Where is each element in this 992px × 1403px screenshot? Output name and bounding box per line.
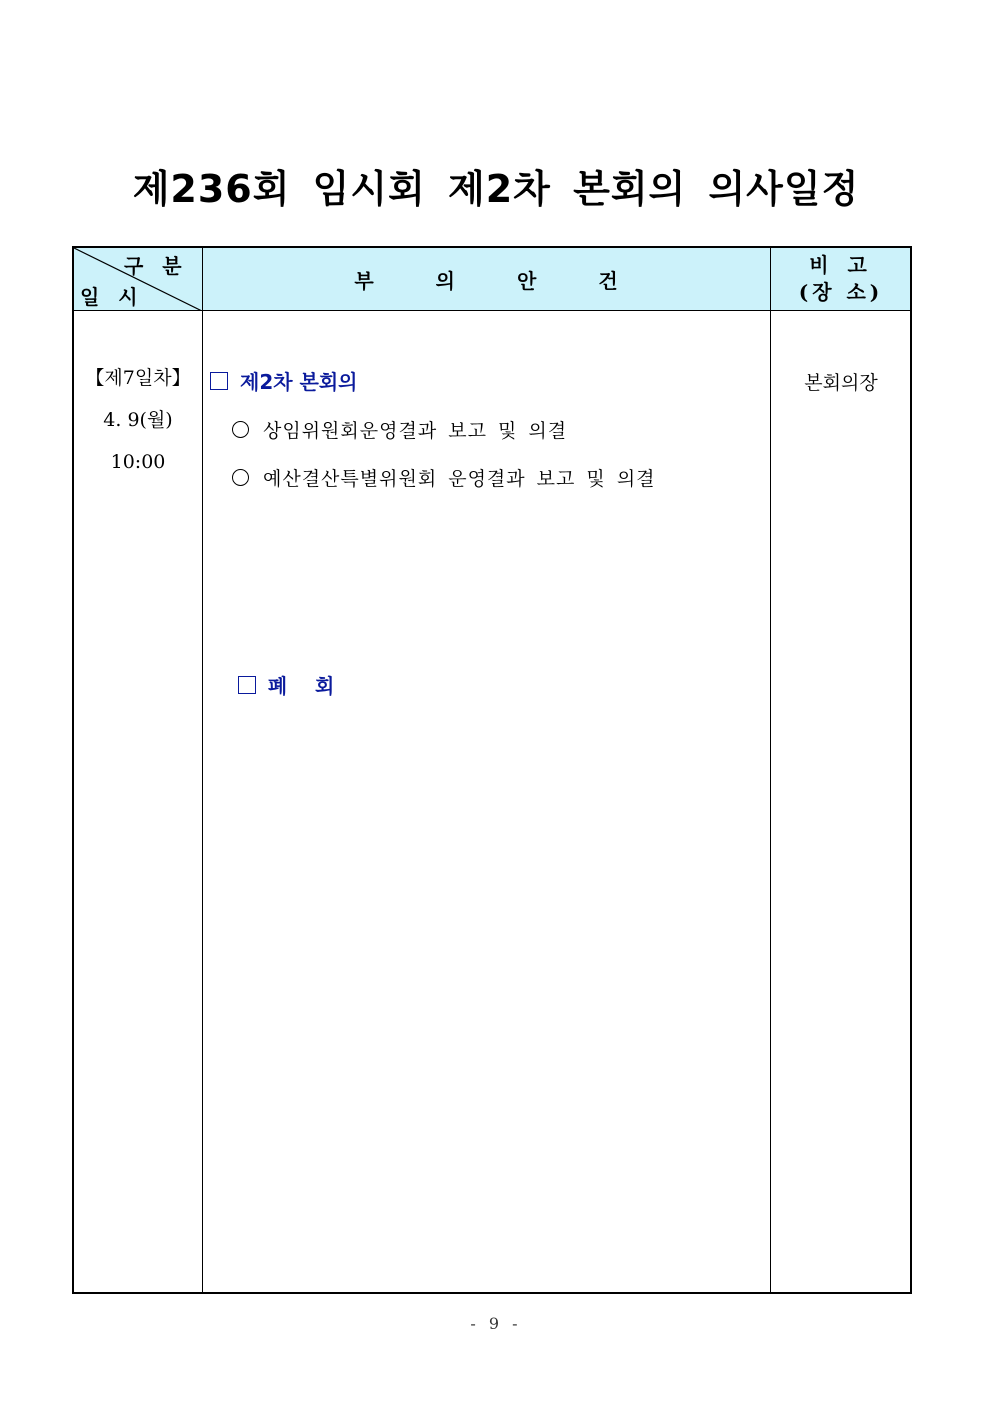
section-plenary: [210, 366, 357, 395]
page-number: - 9 -: [470, 1314, 522, 1333]
header-datetime: 일 시: [80, 285, 144, 309]
agenda-item-text: 상임위원회운영결과 보고 및 의결: [263, 420, 568, 442]
time-label: 10:00: [110, 451, 166, 473]
column-divider-2: [770, 248, 771, 1292]
header-note-line2: (장 소): [798, 280, 884, 304]
square-bullet-icon: [238, 676, 256, 694]
schedule-table: [72, 246, 912, 1294]
date-label: 4. 9(월): [103, 409, 173, 431]
page-title: 제236회 임시회 제2차 본회의 의사일정: [132, 167, 860, 211]
datetime-cell: [74, 366, 202, 492]
header-note-line1: 비 고: [809, 253, 873, 277]
circle-bullet-icon: [232, 421, 249, 438]
agenda-item: [232, 464, 656, 491]
section-title: 폐 회: [267, 674, 335, 698]
header-category: 구 분: [124, 254, 188, 278]
agenda-item: [232, 416, 567, 443]
day-label: 【제7일차】: [85, 367, 191, 389]
section-title: 제2차 본회의: [240, 370, 358, 394]
header-note: [770, 252, 912, 306]
square-bullet-icon: [210, 372, 228, 390]
location-cell: 본회의장: [804, 372, 878, 394]
column-divider-1: [202, 248, 203, 1292]
header-agenda: 부의안건: [354, 269, 680, 293]
agenda-item-text: 예산결산특별위원회 운영결과 보고 및 의결: [263, 468, 656, 490]
section-closing: [210, 646, 334, 723]
table-header: [74, 248, 910, 311]
circle-bullet-icon: [232, 469, 249, 486]
